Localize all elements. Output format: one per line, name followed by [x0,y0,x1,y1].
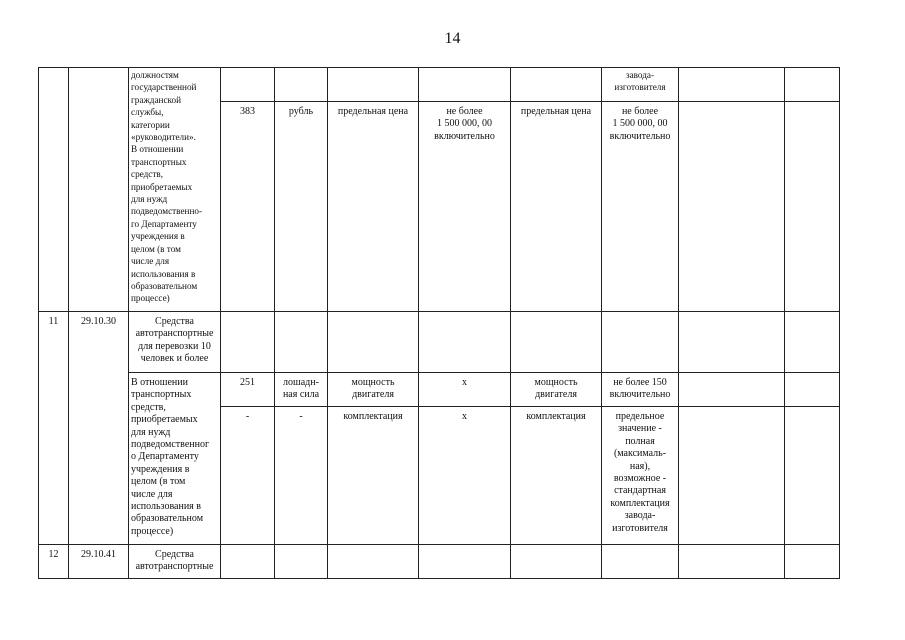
name-text [131,549,218,574]
cell-unit: рубль [275,102,328,312]
text-line: 1 500 000, 00 [612,118,668,130]
text-line: Средства [155,549,194,560]
cell-code: 383 [221,102,275,312]
cell-value [602,68,679,102]
text-line: использования в [131,268,196,279]
text-line: не более [446,106,483,117]
text-line: должностям [131,70,179,80]
text-line: го Департаменту [131,218,197,229]
characteristic-text [330,377,416,402]
cell-empty [785,102,840,312]
text-line: стандартная [614,485,666,497]
cell-code: 251 [221,373,275,407]
text-line: подведомственног [131,439,210,451]
cell-description [129,373,221,545]
name-text [131,316,218,366]
text-line: В отношении [131,377,188,388]
cell-empty [785,68,840,102]
text-line: службы, [131,107,164,118]
cell-empty [679,407,785,545]
text-line: (максималь- [613,448,667,460]
cell-number: 12 [39,545,69,579]
text-line: предельное [615,411,665,422]
text-line: лошадн- [283,377,319,388]
cell-empty [275,545,328,579]
text-line: ная), [629,460,651,472]
text-line: средств, [131,401,166,413]
cell-characteristic: комплектация [511,407,602,545]
cell-unit [275,373,328,407]
description-text [131,69,218,305]
text-line: использования в [131,501,202,513]
value-text [604,69,676,94]
cell-empty [511,545,602,579]
cell-number: 11 [39,312,69,545]
text-line: подведомственно- [131,206,203,217]
cell-empty [328,312,419,373]
cell-value [602,102,679,312]
unit-text [277,377,325,402]
value-text [604,411,676,535]
table-row [39,68,840,102]
cell-description [129,68,221,312]
text-line: не более [621,106,659,117]
cell-number [39,68,69,312]
text-line: не более 150 [613,377,667,388]
cell-empty [679,373,785,407]
cell-name [129,545,221,579]
page-number: 14 [444,30,461,47]
cell-empty [419,312,511,373]
text-line: транспортных [131,389,192,401]
cell-okpd: 29.10.30 [69,312,129,545]
text-line: приобретаемых [131,414,198,426]
text-line: двигателя [352,389,394,401]
text-line: изготовителя [612,522,668,534]
description-text [131,377,218,538]
cell-empty [221,68,275,102]
cell-characteristic: комплектация [328,407,419,545]
text-line: изготовителя [614,82,666,93]
cell-empty [511,68,602,102]
text-line: числе для [131,488,173,500]
cell-empty [679,68,785,102]
cell-empty [328,545,419,579]
cell-empty [275,312,328,373]
text-line: 1 500 000, 00 [437,118,492,130]
text-line: человек и более [140,353,209,365]
text-line: государственной [131,82,197,93]
cell-okpd: 29.10.41 [69,545,129,579]
table-row [39,312,840,373]
text-line: значение - [618,423,662,435]
text-line: мощность [351,377,395,388]
text-line: целом (в том [131,476,186,488]
cell-characteristic: предельная цена [511,102,602,312]
cell-value [602,373,679,407]
cell-empty [785,407,840,545]
text-line: мощность [534,377,578,388]
text-line: включительно [609,389,671,401]
cell-characteristic [511,373,602,407]
value-text [604,106,676,143]
cell-empty [679,545,785,579]
text-line: процессе) [131,525,174,537]
text-line: Средства [155,316,194,327]
cell-empty [785,312,840,373]
text-line: процессе) [131,293,170,304]
cell-empty [275,68,328,102]
cell-empty [602,545,679,579]
text-line: двигателя [535,389,577,401]
cell-characteristic [328,373,419,407]
text-line: включительно [609,130,671,142]
cell-value: x [419,373,511,407]
text-line: В отношении [131,144,184,155]
cell-empty [785,545,840,579]
cell-empty [221,545,275,579]
text-line: целом (в том [131,243,181,254]
cell-empty [511,312,602,373]
cell-value [419,102,511,312]
cell-code: - [221,407,275,545]
text-line: числе для [131,256,170,267]
table-row [39,373,840,407]
text-line: для перевозки 10 [138,340,211,352]
cell-value [602,407,679,545]
cell-empty [679,312,785,373]
text-line: автотранспортные [135,561,214,573]
cell-empty [419,68,511,102]
text-line: комплектация [610,497,670,509]
text-line: завода- [624,510,656,522]
text-line: включительно [434,130,495,142]
cell-value: x [419,407,511,545]
text-line: образовательном [131,513,204,525]
text-line: возможное - [613,473,667,485]
cell-characteristic: предельная цена [328,102,419,312]
cell-unit: - [275,407,328,545]
characteristic-text [513,377,599,402]
text-line: ная сила [282,389,320,401]
cell-okpd [69,68,129,312]
text-line: для нужд [131,426,171,438]
text-line: завода- [625,70,655,80]
table-row [39,545,840,579]
value-text [421,106,508,143]
cell-empty [785,373,840,407]
text-line: транспортных [131,156,187,167]
text-line: учреждения в [131,231,185,242]
specification-table [38,67,840,579]
text-line: учреждения в [131,463,190,475]
cell-empty [602,312,679,373]
text-line: автотранспортные [135,328,214,340]
cell-name [129,312,221,373]
text-line: о Департаменту [131,451,199,463]
text-line: полная [625,435,655,447]
value-text [604,377,676,402]
text-line: гражданской [131,94,182,105]
text-line: приобретаемых [131,181,193,192]
cell-empty [419,545,511,579]
cell-empty [679,102,785,312]
text-line: «руководители». [131,132,196,143]
text-line: категории [131,119,170,130]
cell-empty [221,312,275,373]
text-line: для нужд [131,194,168,205]
text-line: средств, [131,169,164,180]
text-line: образовательном [131,280,198,291]
cell-empty [328,68,419,102]
